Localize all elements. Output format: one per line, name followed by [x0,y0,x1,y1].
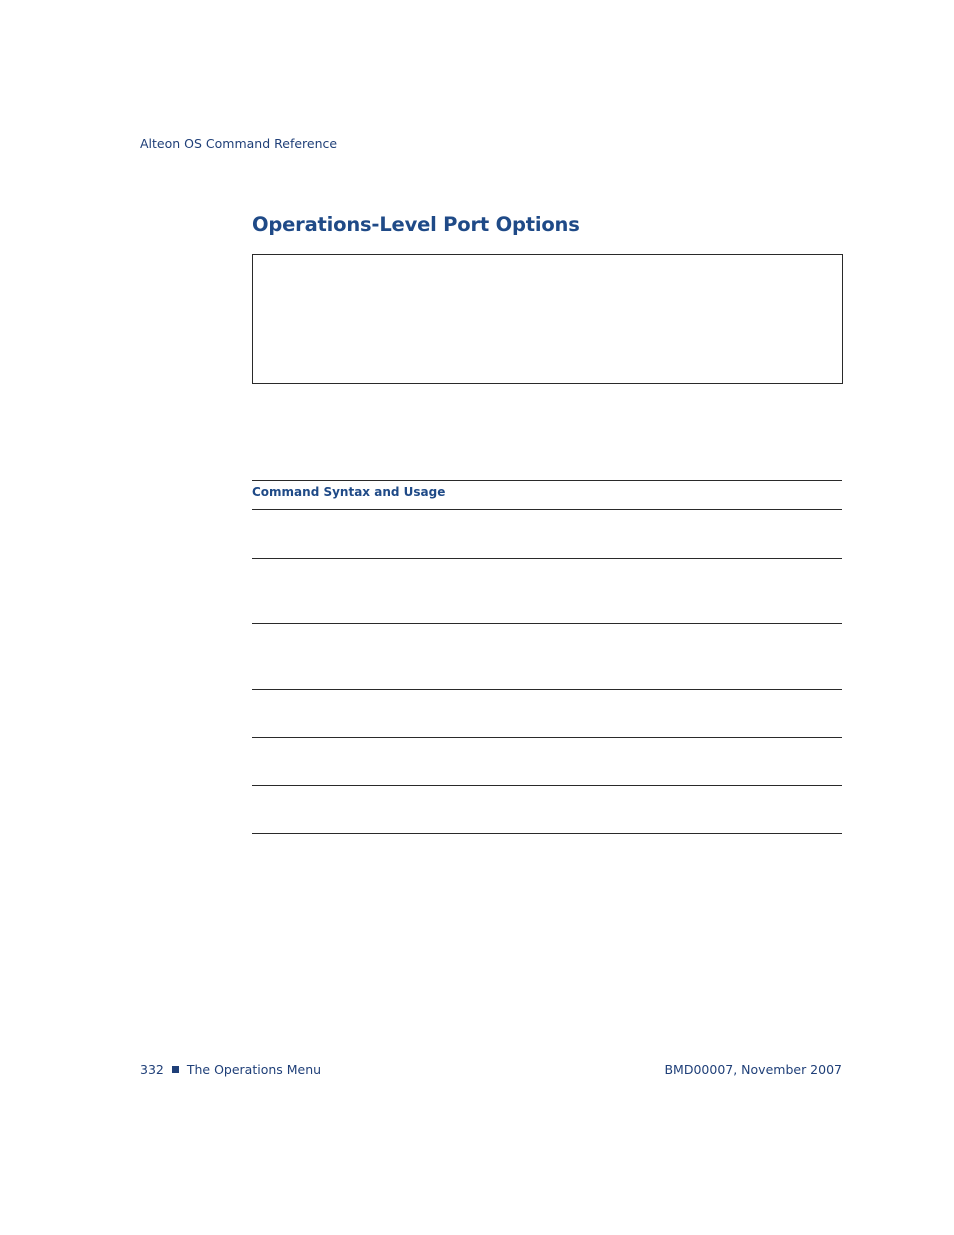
table-row [252,785,842,834]
section-title: Operations-Level Port Options [252,213,580,236]
table-header-label: Command Syntax and Usage [252,485,446,499]
chapter-name: The Operations Menu [186,1062,322,1077]
table-row [252,689,842,737]
command-menu-box [252,254,843,384]
command-syntax-table [252,480,842,834]
footer-doc-id: BMD00007, November 2007 [664,1062,842,1077]
page-number: 332 [140,1062,164,1077]
square-bullet-icon [172,1066,179,1073]
table-row [252,509,842,558]
table-row [252,558,842,623]
table-row [252,623,842,689]
table-row [252,737,842,785]
table-header-row [252,480,842,509]
running-header: Alteon OS Command Reference [140,136,338,151]
footer-left [140,1062,321,1077]
